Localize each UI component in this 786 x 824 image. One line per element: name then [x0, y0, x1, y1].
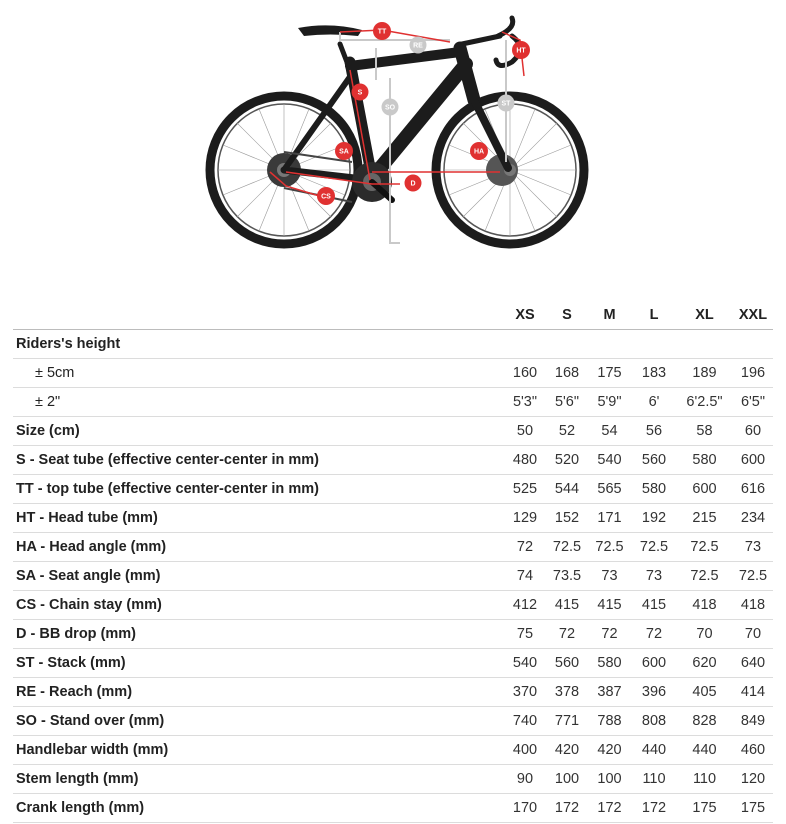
table-cell: 72	[587, 620, 632, 649]
table-cell: 175	[676, 794, 733, 823]
table-cell: 196	[733, 359, 773, 388]
table-cell: 788	[587, 707, 632, 736]
table-cell: 580	[632, 475, 676, 504]
table-cell: 58	[676, 417, 733, 446]
table-row	[13, 620, 773, 649]
handlebar	[496, 18, 520, 66]
table-cell: 5'3"	[503, 388, 547, 417]
table-cell: 70	[733, 620, 773, 649]
table-cell: 828	[676, 707, 733, 736]
table-cell: 120	[733, 765, 773, 794]
geometry-table	[13, 300, 773, 823]
table-row	[13, 649, 773, 678]
table-cell: 6'5"	[733, 388, 773, 417]
table-cell: 5'9"	[587, 388, 632, 417]
table-cell: 70	[676, 620, 733, 649]
badge-cs-label: CS	[321, 193, 331, 201]
table-cell: 560	[632, 446, 676, 475]
table-cell: 110	[632, 765, 676, 794]
table-cell: 440	[632, 736, 676, 765]
table-cell: 171	[587, 504, 632, 533]
table-cell: 418	[733, 591, 773, 620]
row-label: CS - Chain stay (mm)	[13, 591, 503, 620]
table-cell: 420	[547, 736, 587, 765]
table-row	[13, 417, 773, 446]
table-row	[13, 794, 773, 823]
table-cell: 73	[733, 533, 773, 562]
table-row	[13, 359, 773, 388]
table-cell: 160	[503, 359, 547, 388]
table-row	[13, 707, 773, 736]
badge-st[interactable]	[498, 95, 515, 112]
badge-sa[interactable]	[335, 142, 353, 160]
table-cell: 540	[503, 649, 547, 678]
badge-s[interactable]	[352, 84, 369, 101]
table-cell: 72.5	[676, 533, 733, 562]
table-cell: 90	[503, 765, 547, 794]
table-cell: 460	[733, 736, 773, 765]
table-cell	[547, 330, 587, 359]
table-cell: 740	[503, 707, 547, 736]
table-cell: 771	[547, 707, 587, 736]
table-cell: 6'2.5"	[676, 388, 733, 417]
table-cell: 168	[547, 359, 587, 388]
badge-so[interactable]	[382, 99, 399, 116]
table-cell: 480	[503, 446, 547, 475]
table-cell: 6'	[632, 388, 676, 417]
badge-cs[interactable]	[317, 187, 335, 205]
row-label: ST - Stack (mm)	[13, 649, 503, 678]
table-cell: 418	[676, 591, 733, 620]
table-cell: 440	[676, 736, 733, 765]
table-row	[13, 504, 773, 533]
table-row	[13, 388, 773, 417]
size-header-xs: XS	[503, 300, 547, 330]
table-cell: 189	[676, 359, 733, 388]
table-cell: 378	[547, 678, 587, 707]
bike-illustration	[0, 0, 786, 300]
table-cell: 172	[632, 794, 676, 823]
row-label: Stem length (mm)	[13, 765, 503, 794]
table-cell: 100	[547, 765, 587, 794]
row-label: RE - Reach (mm)	[13, 678, 503, 707]
table-cell: 73.5	[547, 562, 587, 591]
table-row	[13, 562, 773, 591]
table-cell: 616	[733, 475, 773, 504]
row-label: TT - top tube (effective center-center in mm)	[13, 475, 503, 504]
table-cell: 72	[547, 620, 587, 649]
table-cell: 415	[632, 591, 676, 620]
table-cell: 54	[587, 417, 632, 446]
table-cell: 600	[733, 446, 773, 475]
table-cell: 56	[632, 417, 676, 446]
table-cell: 234	[733, 504, 773, 533]
table-cell: 170	[503, 794, 547, 823]
badge-s-label: S	[357, 89, 363, 97]
row-label: HA - Head angle (mm)	[13, 533, 503, 562]
size-header-xl: XL	[676, 300, 733, 330]
table-cell	[503, 330, 547, 359]
table-cell: 620	[676, 649, 733, 678]
row-label: Handlebar width (mm)	[13, 736, 503, 765]
table-cell: 600	[676, 475, 733, 504]
row-label: D - BB drop (mm)	[13, 620, 503, 649]
table-cell: 129	[503, 504, 547, 533]
table-row	[13, 591, 773, 620]
badge-ht[interactable]	[512, 41, 530, 59]
table-cell: 600	[632, 649, 676, 678]
badge-st-label: ST	[501, 100, 511, 108]
table-row	[13, 446, 773, 475]
table-cell	[733, 330, 773, 359]
table-cell: 72.5	[632, 533, 676, 562]
bike-geometry-diagram	[0, 0, 786, 300]
size-header-m: M	[587, 300, 632, 330]
table-cell: 400	[503, 736, 547, 765]
table-cell: 540	[587, 446, 632, 475]
size-header-s: S	[547, 300, 587, 330]
badge-ha-label: HA	[473, 148, 485, 156]
header-empty-cell	[13, 300, 503, 330]
size-header-l: L	[632, 300, 676, 330]
row-label: SA - Seat angle (mm)	[13, 562, 503, 591]
table-cell: 172	[587, 794, 632, 823]
badge-tt-label: TT	[377, 28, 387, 36]
badge-so-label: SO	[384, 104, 396, 112]
table-cell: 72	[632, 620, 676, 649]
table-cell: 414	[733, 678, 773, 707]
table-cell: 580	[676, 446, 733, 475]
row-label: ± 2"	[13, 388, 503, 417]
table-cell: 72	[503, 533, 547, 562]
badge-ha[interactable]	[470, 142, 488, 160]
table-cell: 640	[733, 649, 773, 678]
table-cell: 60	[733, 417, 773, 446]
table-row	[13, 736, 773, 765]
table-cell: 72.5	[733, 562, 773, 591]
badge-d-label: D	[410, 180, 416, 188]
table-row	[13, 533, 773, 562]
table-row	[13, 678, 773, 707]
table-cell: 192	[632, 504, 676, 533]
size-header-xxl: XXL	[733, 300, 773, 330]
table-cell: 175	[733, 794, 773, 823]
badge-sa-label: SA	[339, 148, 349, 156]
table-cell	[676, 330, 733, 359]
table-cell: 415	[547, 591, 587, 620]
table-cell: 560	[547, 649, 587, 678]
table-cell	[587, 330, 632, 359]
table-cell: 215	[676, 504, 733, 533]
table-cell: 73	[587, 562, 632, 591]
table-cell: 52	[547, 417, 587, 446]
table-cell: 808	[632, 707, 676, 736]
table-cell: 520	[547, 446, 587, 475]
row-label: SO - Stand over (mm)	[13, 707, 503, 736]
table-cell: 172	[547, 794, 587, 823]
table-cell: 5'6"	[547, 388, 587, 417]
table-cell: 370	[503, 678, 547, 707]
row-label: HT - Head tube (mm)	[13, 504, 503, 533]
table-cell: 580	[587, 649, 632, 678]
table-cell: 50	[503, 417, 547, 446]
table-cell: 525	[503, 475, 547, 504]
geometry-table-body	[13, 330, 773, 823]
table-cell: 420	[587, 736, 632, 765]
table-cell: 565	[587, 475, 632, 504]
table-cell: 396	[632, 678, 676, 707]
table-cell: 74	[503, 562, 547, 591]
table-row	[13, 765, 773, 794]
table-cell: 544	[547, 475, 587, 504]
table-cell: 175	[587, 359, 632, 388]
table-cell: 72.5	[587, 533, 632, 562]
badge-d[interactable]	[405, 175, 422, 192]
badge-tt[interactable]	[373, 22, 391, 40]
row-label: S - Seat tube (effective center-center in mm)	[13, 446, 503, 475]
row-label: ± 5cm	[13, 359, 503, 388]
table-cell: 110	[676, 765, 733, 794]
table-cell: 405	[676, 678, 733, 707]
table-cell: 183	[632, 359, 676, 388]
table-cell: 849	[733, 707, 773, 736]
row-label: Riders's height	[13, 330, 503, 359]
table-cell: 412	[503, 591, 547, 620]
badge-re[interactable]	[410, 37, 427, 54]
table-cell: 100	[587, 765, 632, 794]
table-cell: 75	[503, 620, 547, 649]
badge-re-label: RE	[413, 42, 423, 50]
table-cell: 415	[587, 591, 632, 620]
table-cell	[632, 330, 676, 359]
table-row	[13, 475, 773, 504]
table-cell: 72.5	[547, 533, 587, 562]
table-row	[13, 330, 773, 359]
row-label: Size (cm)	[13, 417, 503, 446]
table-cell: 72.5	[676, 562, 733, 591]
badge-ht-label: HT	[516, 47, 526, 55]
size-header-row	[13, 300, 773, 330]
row-label: Crank length (mm)	[13, 794, 503, 823]
table-cell: 152	[547, 504, 587, 533]
table-cell: 73	[632, 562, 676, 591]
table-cell: 387	[587, 678, 632, 707]
